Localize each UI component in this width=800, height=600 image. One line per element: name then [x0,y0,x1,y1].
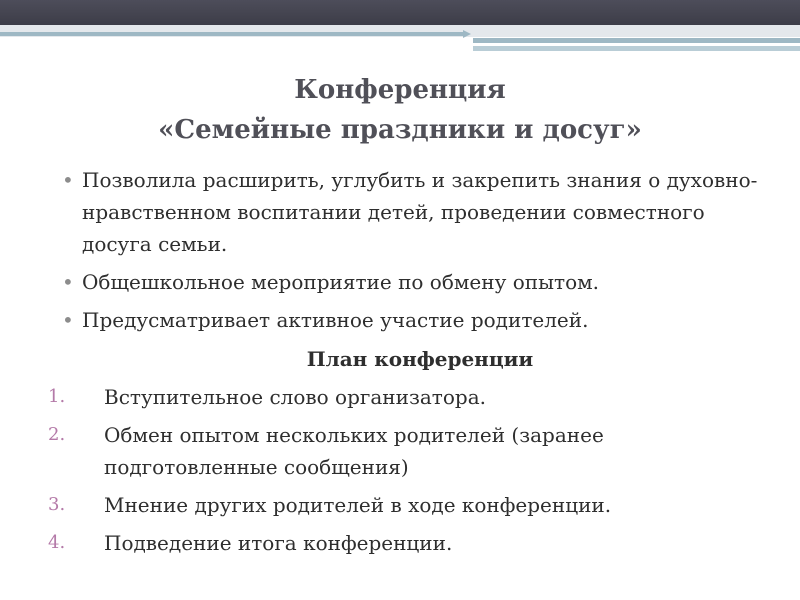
accent-stripe-left [0,32,463,36]
bullet-item [58,304,758,336]
plan-list-item [40,419,760,483]
plan-item-number: 3. [48,494,66,515]
plan-list-item [40,527,760,559]
plan-list-item [40,489,760,521]
bullet-list [58,164,758,342]
bullet-item [58,266,758,298]
plan-item-number: 4. [48,532,66,553]
bullet-text: Позволила расширить, углубить и закрепить знания о духовно-нравственном воспитании детей, проведении совместного досуга семьи. [82,168,758,256]
slide-title-line-1: Конференция [294,75,506,105]
plan-list-item [40,381,760,413]
bullet-marker: • [62,168,74,192]
plan-item-text: Обмен опытом нескольких родителей (заранее подготовленные сообщения) [104,423,604,479]
plan-heading: План конференции [306,347,534,371]
top-header-bar [0,0,800,25]
plan-list [40,381,760,565]
plan-item-number: 1. [48,386,66,407]
bullet-text: Предусматривает активное участие родителей. [82,308,589,332]
plan-item-number: 2. [48,424,66,445]
plan-item-text: Вступительное слово организатора. [104,385,486,409]
accent-arrow-icon [463,30,471,38]
bullet-text: Общешкольное мероприятие по обмену опытом. [82,270,600,294]
accent-stripe-right [473,38,800,43]
slide-title-line-2: «Семейные праздники и досуг» [158,115,642,145]
plan-item-text: Подведение итога конференции. [104,531,453,555]
plan-item-text: Мнение других родителей в ходе конференции. [104,493,612,517]
accent-stripe-right-lower [473,46,800,51]
slide-title [0,70,800,150]
bullet-marker: • [62,308,74,332]
bullet-item [58,164,758,260]
bullet-marker: • [62,270,74,294]
